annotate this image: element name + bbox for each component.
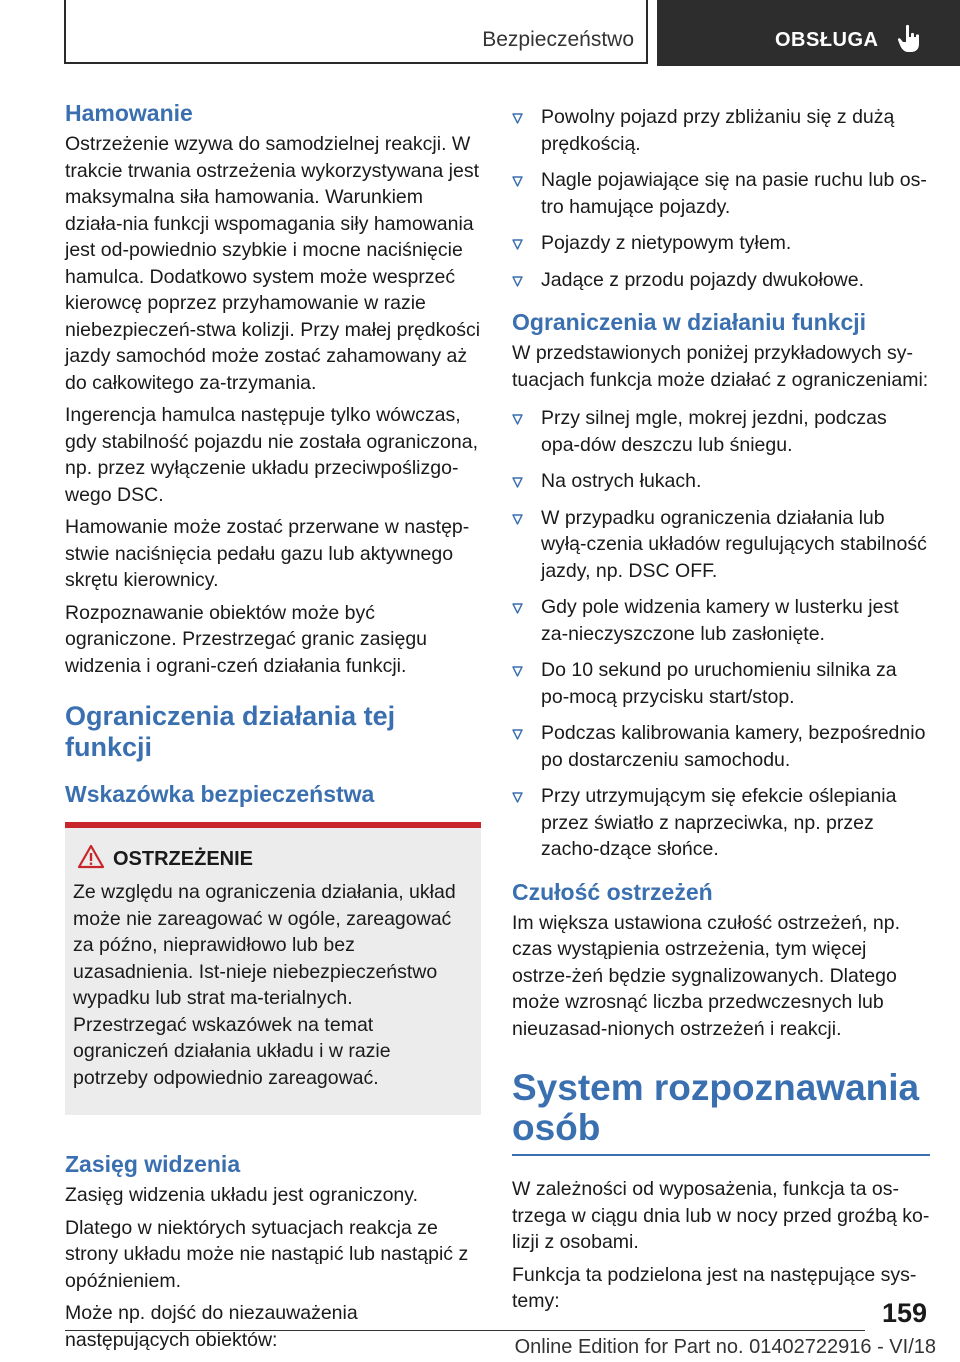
list-item: [512, 594, 930, 647]
triangle-bullet-icon: [512, 666, 523, 677]
object-list: [512, 104, 930, 293]
list-item-text: Gdy pole widzenia kamery w lusterku jest za-nieczyszczone lub zasłonięte.: [541, 596, 899, 645]
list-item: [512, 405, 930, 458]
list-item-text: Na ostrych łukach.: [541, 470, 702, 492]
paragraph: Może np. dojść do niezauważenia następujących obiektów:: [65, 1302, 358, 1351]
list-item: [512, 468, 930, 495]
chapter-tab[interactable]: [657, 0, 960, 66]
triangle-bullet-icon: [512, 276, 523, 287]
list-item-text: Pojazdy z nietypowym tyłem.: [541, 232, 792, 254]
paragraph: Ostrzeżenie wzywa do samodzielnej reakcji. W trakcie trwania ostrzeżenia wykorzystywana jest maksymalna siła hamowania. Warunkiem działa-nia funkcji wspomagania siły hamowania jest od-powiednio szybkie i mocne naciśnięcie hamulca. Dodatkowo system może wesprzeć kierowcę poprzez przyhamowanie w razie niebezpieczeń-stwa kolizji. Przy małej prędkości jazdy samochód może zostać zahamowany aż do całkowitego za-trzymania.: [65, 133, 481, 394]
footer-edition: Online Edition for Part no. 01402722916 - VI/18: [514, 1336, 936, 1358]
list-item-text: Powolny pojazd przy zbliżaniu się z dużą prędkością.: [541, 106, 895, 155]
heading-limits: Ograniczenia działania tej funkcji: [65, 701, 396, 762]
triangle-bullet-icon: [512, 477, 523, 488]
list-item: [512, 720, 930, 773]
warning-triangle-icon: [77, 844, 105, 870]
list-item: [512, 505, 930, 585]
triangle-bullet-icon: [512, 729, 523, 740]
list-item-text: Do 10 sekund po uruchomieniu silnika za po-mocą przycisku start/stop.: [541, 659, 897, 708]
triangle-bullet-icon: [512, 113, 523, 124]
paragraph: Funkcja ta podzielona jest na następujące sys-temy:: [512, 1263, 917, 1312]
heading-sensitivity: Czułość ostrzeżeń: [512, 878, 713, 905]
list-item: [512, 267, 930, 294]
list-item-text: Przy utrzymującym się efekcie oślepiania przez światło z naprzeciwka, np. przez zacho-dzące słońce.: [541, 785, 897, 860]
list-item-text: W przypadku ograniczenia działania lub wyłą-czenia układów regulujących stabilność jazdy, np. DSC OFF.: [541, 506, 927, 582]
list-item-text: Nagle pojawiające się na pasie ruchu lub os-tro hamujące pojazdy.: [541, 169, 927, 218]
heading-rule: [512, 1154, 930, 1156]
triangle-bullet-icon: [512, 603, 523, 614]
heading-hamowanie: Hamowanie: [65, 100, 193, 126]
triangle-bullet-icon: [512, 792, 523, 803]
right-column: [512, 104, 930, 1321]
footer-rule: [65, 1330, 865, 1331]
left-column: [65, 100, 481, 1359]
chapter-label: OBSŁUGA: [775, 29, 879, 51]
warning-title-text: OSTRZEŻENIE: [113, 848, 254, 870]
heading-range: Zasięg widzenia: [65, 1151, 241, 1177]
section-title: Bezpieczeństwo: [482, 28, 634, 51]
heading-system: System rozpoznawania osób: [512, 1067, 920, 1148]
triangle-bullet-icon: [512, 239, 523, 250]
list-item: [512, 657, 930, 710]
triangle-bullet-icon: [512, 176, 523, 187]
triangle-bullet-icon: [512, 514, 523, 525]
paragraph: W zależności od wyposażenia, funkcja ta os-trzega w ciągu dnia lub w nocy przed groźbą ko-lizji z osobami.: [512, 1178, 930, 1253]
list-item: [512, 104, 930, 157]
triangle-bullet-icon: [512, 414, 523, 425]
limitations-list: [512, 405, 930, 863]
list-item: [512, 783, 930, 863]
pointing-hand-icon: [897, 24, 923, 54]
paragraph: Zasięg widzenia układu jest ograniczony.: [65, 1184, 418, 1206]
warning-box: [65, 822, 481, 1115]
heading-safety-note: Wskazówka bezpieczeństwa: [65, 781, 375, 807]
list-item-text: Jadące z przodu pojazdy dwukołowe.: [541, 268, 865, 291]
list-item-text: Podczas kalibrowania kamery, bezpośrednio po dostarczeniu samochodu.: [541, 722, 926, 771]
paragraph: Dlatego w niektórych sytuacjach reakcja ze strony układu może nie nastąpić lub nastąpić z opóźnieniem.: [65, 1216, 469, 1292]
heading-function-limits: Ograniczenia w działaniu funkcji: [512, 309, 867, 335]
paragraph: Im większa ustawiona czułość ostrzeżeń, np. czas wystąpienia ostrzeżenia, tym więcej ostrze-żeń będzie sygnalizowanych. Dlatego może wzrosnąć liczba przedwczesnych lub nieuzasad-nionych ostrzeżeń i reakcji.: [512, 911, 901, 1040]
list-item-text: Przy silnej mgle, mokrej jezdni, podczas opa-dów deszczu lub śniegu.: [541, 407, 887, 456]
paragraph: Rozpoznawanie obiektów może być ograniczone. Przestrzegać granic zasięgu widzenia i ograni-czeń działania funkcji.: [65, 601, 428, 677]
paragraph: W przedstawionych poniżej przykładowych sy-tuacjach funkcja może działać z ograniczeniami:: [512, 342, 929, 391]
paragraph: Ingerencja hamulca następuje tylko wówczas, gdy stabilność pojazdu nie została ograniczona, np. przez wyłączenie układu przeciwpoślizgo-wego DSC.: [65, 404, 479, 506]
list-item: [512, 167, 930, 220]
list-item: [512, 230, 930, 257]
paragraph: Hamowanie może zostać przerwane w następ-stwie naciśnięcia pedału gazu lub aktywnego skrętu kierownicy.: [65, 516, 470, 591]
page-number: 159: [882, 1298, 928, 1328]
warning-text: Ze względu na ograniczenia działania, układ może nie zareagować w ogóle, zareagować za późno, nieprawidłowo lub bez uzasadnienia. Ist-nieje niebezpieczeństwo wypadku lub strat ma-terialnych. Przestrzegać wskazówek na temat ograniczeń działania układu i w razie potrzeby odpowiednio zareagować.: [73, 881, 456, 1089]
warning-title: [73, 848, 469, 871]
